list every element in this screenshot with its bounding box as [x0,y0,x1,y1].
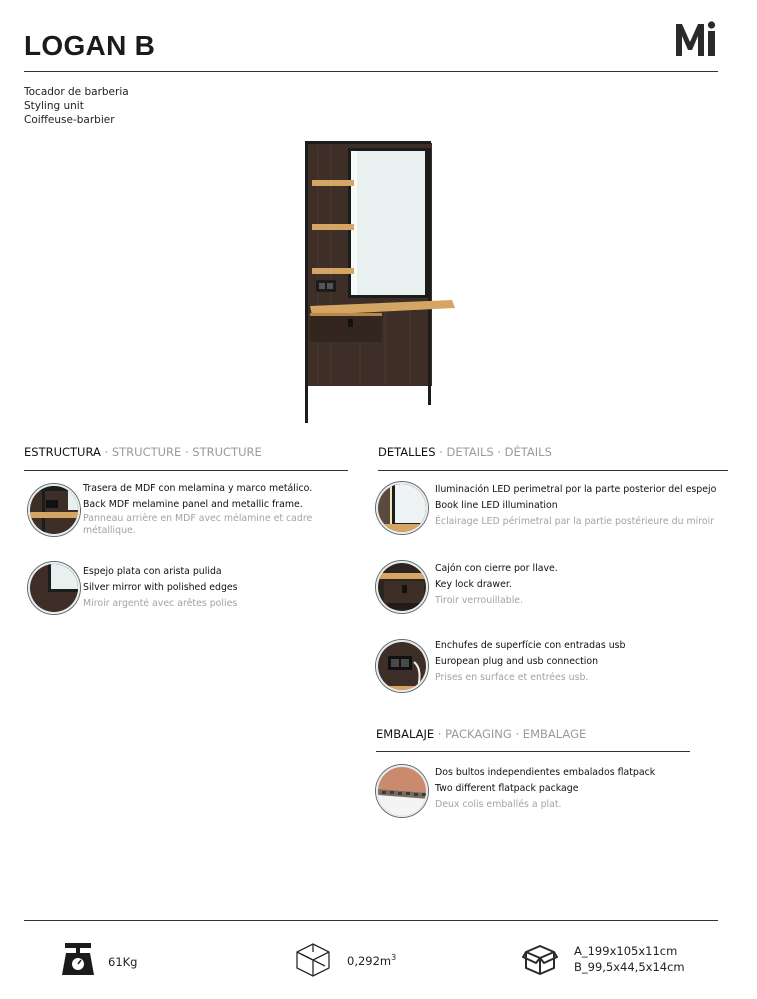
heading-es: EMBALAJE [376,727,435,741]
heading-en: STRUCTURE [111,445,182,459]
mirror-edge-thumbnail [28,562,80,614]
text-en: Silver mirror with polished edges [83,582,238,593]
led-mirror-thumbnail [376,482,428,534]
text-es: Trasera de MDF con melamina y marco metálico. [83,483,313,494]
text-en: Book line LED illumination [435,500,558,511]
text-en: Key lock drawer. [435,579,512,590]
flatpack-thumbnail [376,765,428,817]
weight-scale-icon [62,941,94,977]
subtitle-es: Tocador de barberia [24,86,129,98]
heading-fr: EMBALAGE [522,727,587,741]
details-item-text [435,638,625,686]
plug-usb-thumbnail [376,640,428,692]
text-en: Two different flatpack package [435,783,579,794]
text-fr: Panneau arrière en MDF avec mélamine et cadre métallique. [83,513,313,536]
structure-item-text [83,481,323,537]
section-details-heading: DETALLES · DETAILS · DÉTAILS [378,445,552,459]
text-en: Back MDF melamine panel and metallic frame. [83,499,303,510]
back-panel-thumbnail [28,484,80,536]
weight-value: 61Kg [108,955,138,969]
structure-item-text [83,564,238,612]
package-b-dimensions: B_99,5x44,5x14cm [574,960,685,974]
section-structure-rule [24,470,348,471]
text-fr: Deux colis emballés a plat. [435,799,562,810]
page-title: LOGAN B [24,30,156,61]
text-es: Espejo plata con arista pulida [83,566,222,577]
volume-number: 0,292m [347,953,392,968]
package-dimensions [574,943,685,975]
product-image [300,138,460,428]
details-item-text [435,482,716,530]
text-es: Dos bultos independientes embalados flatpack [435,767,656,778]
heading-fr: DÉTAILS [504,445,552,459]
section-details-rule [378,470,728,471]
text-es: Cajón con cierre por llave. [435,563,558,574]
brand-logo [676,16,720,60]
subtitle-en: Styling unit [24,100,84,112]
section-structure-heading: ESTRUCTURA · STRUCTURE · STRUCTURE [24,445,262,459]
volume-cube-icon [295,942,331,978]
package-a-dimensions: A_199x105x11cm [574,944,678,958]
heading-en: PACKAGING [445,727,512,741]
volume-exponent: 3 [391,953,397,962]
text-es: Enchufes de superfície con entradas usb [435,640,626,651]
heading-es: ESTRUCTURA [24,445,101,459]
subtitle-fr: Coiffeuse-barbier [24,114,115,126]
heading-es: DETALLES [378,445,436,459]
package-box-icon [522,942,558,976]
text-es: Iluminación LED perimetral por la parte posterior del espejo [435,484,717,495]
text-fr: Éclairage LED périmetral par la partie postérieure du miroir [435,516,715,527]
text-fr: Tiroir verrouillable. [435,595,524,606]
footer-divider [24,920,718,921]
packaging-item-text [435,765,655,813]
text-fr: Prises en surface et entrées usb. [435,672,589,683]
heading-fr: STRUCTURE [192,445,262,459]
section-packaging-heading: EMBALAJE · PACKAGING · EMBALAGE [376,727,587,741]
text-fr: Miroir argenté avec arêtes polies [83,598,238,609]
details-item-text [435,561,558,609]
heading-en: DETAILS [446,445,494,459]
header-divider [24,71,718,72]
drawer-lock-thumbnail [376,561,428,613]
volume-value [347,953,396,968]
text-en: European plug and usb connection [435,656,599,667]
section-packaging-rule [376,751,690,752]
product-subtitles [24,85,129,127]
